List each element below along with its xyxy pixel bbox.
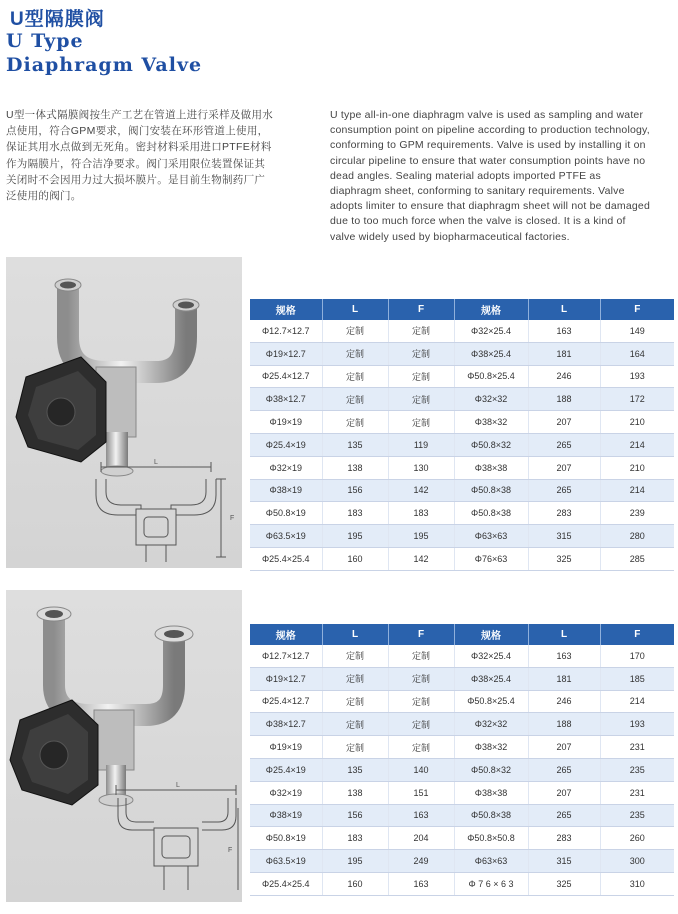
table-cell: 249 [388, 850, 454, 873]
table-header-row [250, 299, 674, 320]
table-cell: 定制 [388, 365, 454, 388]
table-cell: 265 [528, 479, 600, 502]
table-cell: 定制 [322, 713, 388, 736]
dimension-label-length: L [176, 782, 180, 789]
table-cell: 315 [528, 850, 600, 873]
table-cell: 185 [600, 667, 674, 690]
table-cell: Φ63.5×19 [250, 850, 322, 873]
table-cell: Φ25.4×25.4 [250, 547, 322, 570]
table-row [250, 781, 674, 804]
table-cell: Φ25.4×25.4 [250, 872, 322, 895]
table-row [250, 502, 674, 525]
dimension-label-length: L [154, 459, 158, 466]
table-cell: Φ50.8×19 [250, 502, 322, 525]
table-cell: Φ12.7×12.7 [250, 645, 322, 667]
column-header: F [388, 299, 454, 320]
page-title-en-line1: U Type [6, 30, 84, 52]
table-cell: Φ50.8×38 [454, 479, 528, 502]
table-cell: Φ50.8×25.4 [454, 365, 528, 388]
table-cell: 285 [600, 547, 674, 570]
product-photo-2 [6, 590, 242, 902]
table-cell: Φ38×25.4 [454, 342, 528, 365]
table-row [250, 525, 674, 548]
table-cell: 163 [388, 804, 454, 827]
table-row [250, 690, 674, 713]
column-header: F [600, 624, 674, 645]
table-cell: 142 [388, 547, 454, 570]
table-cell: 定制 [388, 388, 454, 411]
table-cell: 160 [322, 547, 388, 570]
description-en: U type all-in-one diaphragm valve is used as sampling and water consumption point on pipeline according to production technology, conforming to GPM requirements. Valve is used by installing it on circular pipeline to ensure that water consumption points have no dead angles. Sealing material adopts imported PTFE as diaphragm sheet, conforming to sanitary requirements. Valve adopts limiter to ensure that diaphragm sheet will not be damaged due to too much force when the valve is closed. It is a kind of valve widely used by biopharmaceutical factories. [330, 109, 651, 243]
table-cell: Φ25.4×12.7 [250, 365, 322, 388]
table-cell: 119 [388, 433, 454, 456]
table-cell: Φ63×63 [454, 850, 528, 873]
table-cell: Φ25.4×19 [250, 758, 322, 781]
table-cell: 210 [600, 456, 674, 479]
table-cell: 325 [528, 547, 600, 570]
table-cell: Φ38×32 [454, 736, 528, 759]
spec-table-2 [250, 624, 674, 896]
table-row [250, 411, 674, 434]
table-cell: 138 [322, 456, 388, 479]
table-row [250, 320, 674, 342]
table-cell: 定制 [322, 667, 388, 690]
table-cell: 定制 [322, 342, 388, 365]
table-cell: Φ38×25.4 [454, 667, 528, 690]
table-cell: Φ32×25.4 [454, 320, 528, 342]
table-cell: 定制 [322, 690, 388, 713]
table-cell: 195 [322, 850, 388, 873]
column-header: 规格 [250, 299, 322, 320]
table-cell: 163 [528, 320, 600, 342]
table-cell: 140 [388, 758, 454, 781]
table-cell: 定制 [388, 645, 454, 667]
table-cell: 定制 [322, 365, 388, 388]
table-cell: 193 [600, 365, 674, 388]
table-cell: 定制 [388, 690, 454, 713]
table-cell: 130 [388, 456, 454, 479]
table-cell: Φ63×63 [454, 525, 528, 548]
table-cell: 214 [600, 479, 674, 502]
column-header: F [600, 299, 674, 320]
table-cell: Φ50.8×32 [454, 433, 528, 456]
table-cell: Φ25.4×12.7 [250, 690, 322, 713]
table-cell: Φ38×12.7 [250, 713, 322, 736]
dimension-label-height: F [230, 515, 235, 522]
table-cell: 193 [600, 713, 674, 736]
table-cell: 207 [528, 456, 600, 479]
table-cell: 定制 [322, 645, 388, 667]
table-cell: Φ63.5×19 [250, 525, 322, 548]
table-cell: 246 [528, 690, 600, 713]
table-row [250, 667, 674, 690]
page-title-en-line2: Diaphragm Valve [6, 54, 203, 76]
table-cell: 300 [600, 850, 674, 873]
table-cell: 231 [600, 736, 674, 759]
table-cell: Φ19×12.7 [250, 342, 322, 365]
table-cell: 149 [600, 320, 674, 342]
table-row [250, 479, 674, 502]
column-header: L [322, 299, 388, 320]
table-row [250, 388, 674, 411]
description-cn: U型一体式隔膜阀按生产工艺在管道上进行采样及做用水点使用，符合GPM要求，阀门安装在环形管道上使用，保证其用水点做到无死角。密封材料采用进口PTFE材料作为隔膜片，符合洁净要求。阀门采用限位装置保证其关闭时不会因用力过大损坏膜片。是目前生物制药厂广泛使用的阀门。 [6, 109, 274, 203]
table-cell: 195 [322, 525, 388, 548]
table-cell: 定制 [322, 320, 388, 342]
table-cell: Φ38×38 [454, 781, 528, 804]
column-header: 规格 [250, 624, 322, 645]
table-cell: 204 [388, 827, 454, 850]
table-cell: 235 [600, 758, 674, 781]
table-cell: 188 [528, 388, 600, 411]
table-cell: 定制 [388, 320, 454, 342]
table-cell: Φ19×19 [250, 736, 322, 759]
table-cell: Φ38×19 [250, 479, 322, 502]
table-row [250, 645, 674, 667]
table-cell: Φ50.8×38 [454, 804, 528, 827]
table-cell: 定制 [322, 411, 388, 434]
table-row [250, 456, 674, 479]
table-cell: 310 [600, 872, 674, 895]
table-cell: Φ32×19 [250, 456, 322, 479]
table-cell: Φ32×19 [250, 781, 322, 804]
table-row [250, 547, 674, 570]
table-cell: 246 [528, 365, 600, 388]
table-row [250, 758, 674, 781]
column-header: L [322, 624, 388, 645]
table-cell: Φ38×19 [250, 804, 322, 827]
table-cell: 160 [322, 872, 388, 895]
table-cell: 280 [600, 525, 674, 548]
table-cell: 283 [528, 827, 600, 850]
page-title-cn: U型隔膜阀 [10, 9, 105, 30]
column-header: 规格 [454, 299, 528, 320]
table-cell: Φ50.8×50.8 [454, 827, 528, 850]
table-cell: 164 [600, 342, 674, 365]
table-cell: 138 [322, 781, 388, 804]
table-cell: Φ50.8×19 [250, 827, 322, 850]
table-header-row [250, 624, 674, 645]
table-cell: 265 [528, 758, 600, 781]
table-cell: 207 [528, 781, 600, 804]
table-cell: Φ50.8×32 [454, 758, 528, 781]
table-cell: 260 [600, 827, 674, 850]
table-cell: 142 [388, 479, 454, 502]
table-cell: 181 [528, 342, 600, 365]
column-header: L [528, 299, 600, 320]
table-cell: 239 [600, 502, 674, 525]
table-cell: 156 [322, 479, 388, 502]
table-cell: Φ19×12.7 [250, 667, 322, 690]
table-cell: 207 [528, 411, 600, 434]
column-header: F [388, 624, 454, 645]
column-header: L [528, 624, 600, 645]
table-cell: 135 [322, 758, 388, 781]
table-cell: Φ32×32 [454, 713, 528, 736]
table-cell: Φ50.8×38 [454, 502, 528, 525]
table-cell: 214 [600, 433, 674, 456]
dimension-drawing-1 [6, 257, 242, 568]
dimension-drawing-2 [6, 590, 242, 902]
table-cell: Φ 7 6 × 6 3 [454, 872, 528, 895]
table-cell: 163 [528, 645, 600, 667]
table-cell: 定制 [322, 388, 388, 411]
table-cell: 265 [528, 433, 600, 456]
table-cell: 325 [528, 872, 600, 895]
table-cell: Φ38×38 [454, 456, 528, 479]
table-cell: Φ12.7×12.7 [250, 320, 322, 342]
table-cell: 315 [528, 525, 600, 548]
spec-table-1 [250, 299, 674, 571]
table-cell: 定制 [388, 342, 454, 365]
table-cell: 214 [600, 690, 674, 713]
table-row [250, 850, 674, 873]
table-cell: 183 [388, 502, 454, 525]
table-cell: 定制 [322, 736, 388, 759]
table-row [250, 804, 674, 827]
table-cell: 定制 [388, 713, 454, 736]
table-cell: Φ32×25.4 [454, 645, 528, 667]
table-row [250, 872, 674, 895]
table-cell: Φ38×12.7 [250, 388, 322, 411]
table-cell: 163 [388, 872, 454, 895]
table-cell: 188 [528, 713, 600, 736]
table-cell: 283 [528, 502, 600, 525]
table-row [250, 713, 674, 736]
table-cell: Φ32×32 [454, 388, 528, 411]
table-row [250, 433, 674, 456]
table-cell: 265 [528, 804, 600, 827]
column-header: 规格 [454, 624, 528, 645]
table-cell: 151 [388, 781, 454, 804]
table-cell: 156 [322, 804, 388, 827]
table-cell: 210 [600, 411, 674, 434]
table-row [250, 365, 674, 388]
table-cell: Φ38×32 [454, 411, 528, 434]
table-cell: 172 [600, 388, 674, 411]
table-row [250, 342, 674, 365]
table-cell: Φ76×63 [454, 547, 528, 570]
table-cell: 183 [322, 502, 388, 525]
table-cell: 定制 [388, 411, 454, 434]
table-row [250, 827, 674, 850]
table-cell: Φ19×19 [250, 411, 322, 434]
product-photo-1 [6, 257, 242, 568]
table-cell: 135 [322, 433, 388, 456]
table-row [250, 736, 674, 759]
dimension-label-height: F [228, 847, 233, 854]
table-cell: 207 [528, 736, 600, 759]
table-cell: 195 [388, 525, 454, 548]
table-cell: 183 [322, 827, 388, 850]
table-cell: 181 [528, 667, 600, 690]
table-cell: Φ25.4×19 [250, 433, 322, 456]
table-cell: 231 [600, 781, 674, 804]
table-cell: 定制 [388, 667, 454, 690]
table-cell: 定制 [388, 736, 454, 759]
table-cell: Φ50.8×25.4 [454, 690, 528, 713]
table-cell: 170 [600, 645, 674, 667]
table-cell: 235 [600, 804, 674, 827]
